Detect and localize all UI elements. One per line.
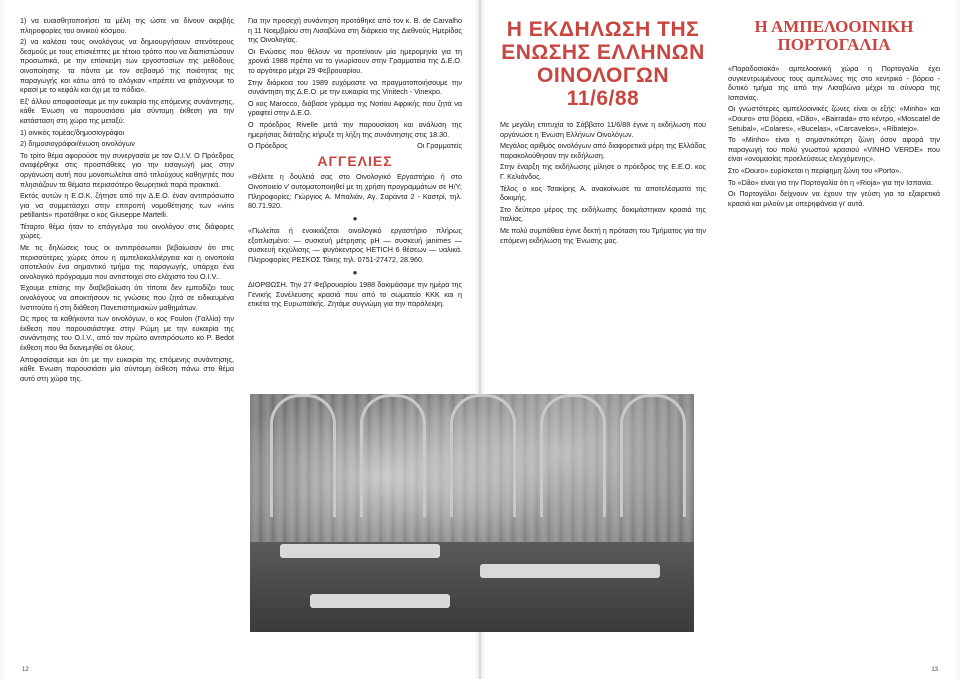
- paragraph: Για την προσεχή συνάντηση προτάθηκε από τον κ. B. de Carvalho η 11 Νοεμβρίου στη Λισαβώνα στη διάρκεια της Διεθνούς Ημερίδας της Οινολογίας.: [248, 16, 462, 45]
- ad-item: ΔΙΟΡΘΩΣΗ. Την 27 Φεβρουαρίου 1988 δοκιμάσαμε την ημέρα της Γενικής Συνέλευσης κρασιά που από το σωματείο ΚΚΚ και η ετικέτα της Ευρωπαϊκής. Ζητάμε συγνώμη για την παράλειψη.: [248, 280, 462, 309]
- photo-table: [310, 594, 450, 608]
- paragraph: Στο «Douro» ευρίσκεται η περίφημη ζώνη του «Porto».: [728, 165, 902, 175]
- paragraph: 1) οινικός τομέας/δημοσιογράφοι: [20, 127, 125, 137]
- event-photo: [250, 394, 694, 632]
- separator-dot: ●: [352, 267, 358, 277]
- paragraph: Έχουμε επίσης την διαβεβαίωση ότι τίποτα δεν εμποδίζει τους οινολόγους να αποκτήσουν τις γνώσεις που ζητά σε ειδικευμένα Ινστιτούτα ή στη διάθεση Πανεπιστημιακών μαθημάτων.: [20, 283, 234, 312]
- paragraph: Τέλος ο κος Τσακίρης Α. ανακοίνωσε τα αποτελέσματα της δοκιμής.: [500, 183, 706, 203]
- paragraph: Στο δεύτερο μέρος της εκδήλωσης δοκιμάστηκαν κρασιά της Ιταλίας.: [500, 204, 706, 224]
- paragraph: Ο πρόεδρος Rivelle μετά την παρουσίαση και ανάλυση της ημερήσιας διάταξης κήρυξε τη λήξη της συνάντησης στις 18.30.: [248, 119, 462, 139]
- right-column-1: [500, 16, 706, 247]
- paragraph: 1) να ευαισθητοποιήσει τα μέλη της ώστε να δίνουν ακριβής πληροφορίες του οινικού κόσμου.: [20, 16, 234, 35]
- paragraph: Εκτός αυτών η Ε.Ο.Κ. ζήτησε από την Δ.Ε.Ο. έναν αντιπρόσωπο για να συμμετάσχει στην επιτροπή νομοθέτησης των «vins petillants» προτάθηκε ο κος Giuseppe Martelli.: [20, 191, 234, 220]
- paragraph: Ο κος Marocco, διάβασε γράμμα της Νοτίου Αφρικής που ζητά να γραφτεί στην Δ.Ε.Ο.: [248, 98, 462, 118]
- signature-secretaries: Οι Γραμματείς: [417, 141, 462, 151]
- paragraph: Το τρίτο θέμα αφορούσε την συνεργασία με τον Ο.Ι.V. Ο Πρόεδρος αναφέρθηκε στις προσπάθειες για την εισαγωγή μας στην οργάνωση αυτή που μονοπωλείται από τιτλούχους καθηγητές που πλησιάζουν τα θέματα περισσότερο θεωρητικά παρά πρακτικά.: [20, 150, 234, 189]
- page-number: 12: [22, 667, 29, 673]
- photo-arch: [270, 394, 336, 517]
- photo-arch: [540, 394, 606, 517]
- paragraph: Αποφασίσαμε και ότι με την ευκαιρία της επόμενης συνάντησης, κάθε Ένωση παρουσιάσει μία σύντομη έκθεση πάνω στο θέμα αυτό στη χώρα της.: [20, 354, 234, 383]
- ad-item: «Πωλείται ή ενοικιάζεται οινολογικό εργαστήριο πλήρως εξοπλισμένο: — συσκευή μέτρησης pH — συσκευή janimes — συσκευή εκχύλισης — φυγόκεντρος HETICH 6 θέσεων — υαλικά. Πληροφορίες ΡΕΣΚΟΣ Τάκης τηλ. 0751-27472, 28.960.: [248, 226, 462, 265]
- separator-dot: ●: [352, 213, 358, 223]
- left-column-1: [20, 16, 234, 385]
- paragraph: Οι γνωστότερες αμπελοοινικές ζώνες είναι οι εξής: «Minho» και «Douro» στα βόρεια, «Dão», «Bairrada» στο κέντρο, «Moscatel de Setubal», «Colares», «Bucelas», «Carcavelos», «Ribatejo».: [728, 104, 940, 133]
- paragraph: «Παραδοσιακά» αμπελοοινική χώρα η Πορτογαλία έχει συγκεντρωμένους τους αμπελώνες της στο κεντρικό - βόρειο - δυτικό τμήμα της από την Λισαβώνα μέχρι τα σύνορα της Ισπανίας.: [728, 64, 940, 102]
- paragraph: Το «Dão» είναι για την Πορτογαλία ότι η «Rioja» για την Ισπανία.: [728, 177, 933, 187]
- paragraph: Στην διάρκεια του 1989 ευχόμαστε να πραγματοποιήσουμε την συνάντηση της Δ.Ε.Ο. με την ευκαιρία της Vinitech - Vinexpo.: [248, 77, 462, 97]
- signature-president: Ο Πρόεδρος: [248, 141, 288, 151]
- paragraph: 2) δημοσιογράφοι/ένωση οινολόγων: [20, 139, 135, 149]
- left-column-2: [248, 16, 462, 311]
- paragraph: Το «Minho» είναι η σημαντικότερη ζώνη όσον αφορά την παραγωγή του πολύ γνωστού κρασιού «VINHO VERDE» που είναι «ονομασίας προελεύσεως ελεγχόμενης».: [728, 135, 940, 164]
- article-headline: Η ΑΜΠΕΛΟΟΙΝΙΚΗ ΠΟΡΤΟΓΑΛΙΑ: [754, 17, 914, 54]
- paragraph: Στην έναρξη της εκδήλωσης μίλησε ο πρόεδρος της Ε.Ε.Ο. κος Γ. Κελιάνδος.: [500, 162, 706, 181]
- ad-item: «Θέλετε η δουλειά σας στο Οινολογικό Εργαστήριο ή στο Οινοποιείο ν' αυτοματοποιηθεί με τη χρήση προγραμμάτων σε Η/Υ; Πληροφορίες: Γιώργιος Α. Μπαλιάν, Αγ. Σαράντα 2 - Καστρί, τηλ. 80.71.920.: [248, 172, 462, 211]
- article-headline: Η ΕΚΔΗΛΩΣΗ ΤΗΣ ΕΝΩΣΗΣ ΕΛΛΗΝΩΝ ΟΙΝΟΛΟΓΩΝ 11/6/88: [501, 18, 705, 110]
- paragraph: Με τις δηλώσεις τους οι αντιπρόσωποι βεβαίωσαν ότι στις περισσότερες χώρες όπου η αμπελοκαλλιέργεια και η οινοποιία αποτελούν ένα σημαντικό τμήμα της παραγωγής, υπάρχει ένα οινολογικό πρόγραμμα που αντιστοιχεί στο ελάχιστο του Ο.Ι.V..: [20, 243, 234, 281]
- ads-heading: ΑΓΓΕΛΙΕΣ: [317, 152, 393, 169]
- paragraph: Οι Ενώσεις που θέλουν να προτείνουν μία ημερομηνία για τη χρονιά 1988 πρέπει να το γνωρίσουν στην Γραμματεία της Δ.Ε.Ο. το αργότερο μέχρι 29 Φεβρουαρίου.: [248, 46, 462, 75]
- right-column-2: [728, 16, 940, 210]
- paragraph: Μεγάλος αριθμός οινολόγων από διαφορετικά μέρη της Ελλάδας παρακολούθησαν την εκδήλωση.: [500, 141, 706, 160]
- paragraph: Με μεγάλη επιτυχία το Σάββατο 11/6/88 έγινε η εκδήλωση που οργάνωσε η Ένωση Ελλήνων Οινολόγων.: [500, 120, 706, 139]
- photo-arch: [450, 394, 516, 517]
- paragraph: 2) να καλέσει τους οινολόγους να δημιουργήσουν στενότερους δεσμούς με τους επισκέπτες με τέτοιο τρόπο που να διαπιστώσουν προσωπικά, με την επίσκεψη των εργοστασίων της μεθόδους οινοποίησης· τα πάντα με τον σεβασμό της ποιότητας της παραγωγής και κάτω από το σλόγκαν «πρέπει να φτιάχνουμε το κρασί με το κεφάλι και όχι με τα πόδια».: [20, 37, 234, 95]
- paragraph: Με πολύ συμπάθεια έγινε δεκτή η πρόταση του Τμήματος για την επόμενη εκδήλωση της Ένωσης μας.: [500, 225, 706, 245]
- paragraph: Εξ' άλλου αποφασίσαμε με την ευκαιρία της επόμενης συνάντησης, κάθε Ένωση να παρουσιάσει μία σύντομη έκθεση για την κατάσταση στη χώρα της μεταξύ:: [20, 96, 234, 125]
- paragraph: Τέταρτο θέμα ήταν το επάγγελμα του οινολόγου στις διάφορες χώρες.: [20, 221, 234, 241]
- paragraph: Ως προς τα καθήκοντα των οινολόγων, ο κος Foulon (Γαλλία) την έκθεση που παρουσιάστηκε στην Ρώμη με την ευκαιρία της συνάντησης του Ο.Ι.V., από τον πρώτο αντιπρόσωπο κο P. Bedot έκθεση που θα διανεμηθεί σε όλους.: [20, 314, 234, 352]
- photo-table: [480, 564, 660, 578]
- photo-arch: [620, 394, 686, 517]
- page-number: 13: [931, 667, 938, 673]
- photo-table: [280, 544, 440, 558]
- photo-arch: [360, 394, 426, 517]
- paragraph: Οι Πορτογάλοι δείχνουν να έχουν την γεύση για τα εξαιρετικά κρασιά και μιλούν με υπερηφάνεια γι' αυτά.: [728, 189, 940, 208]
